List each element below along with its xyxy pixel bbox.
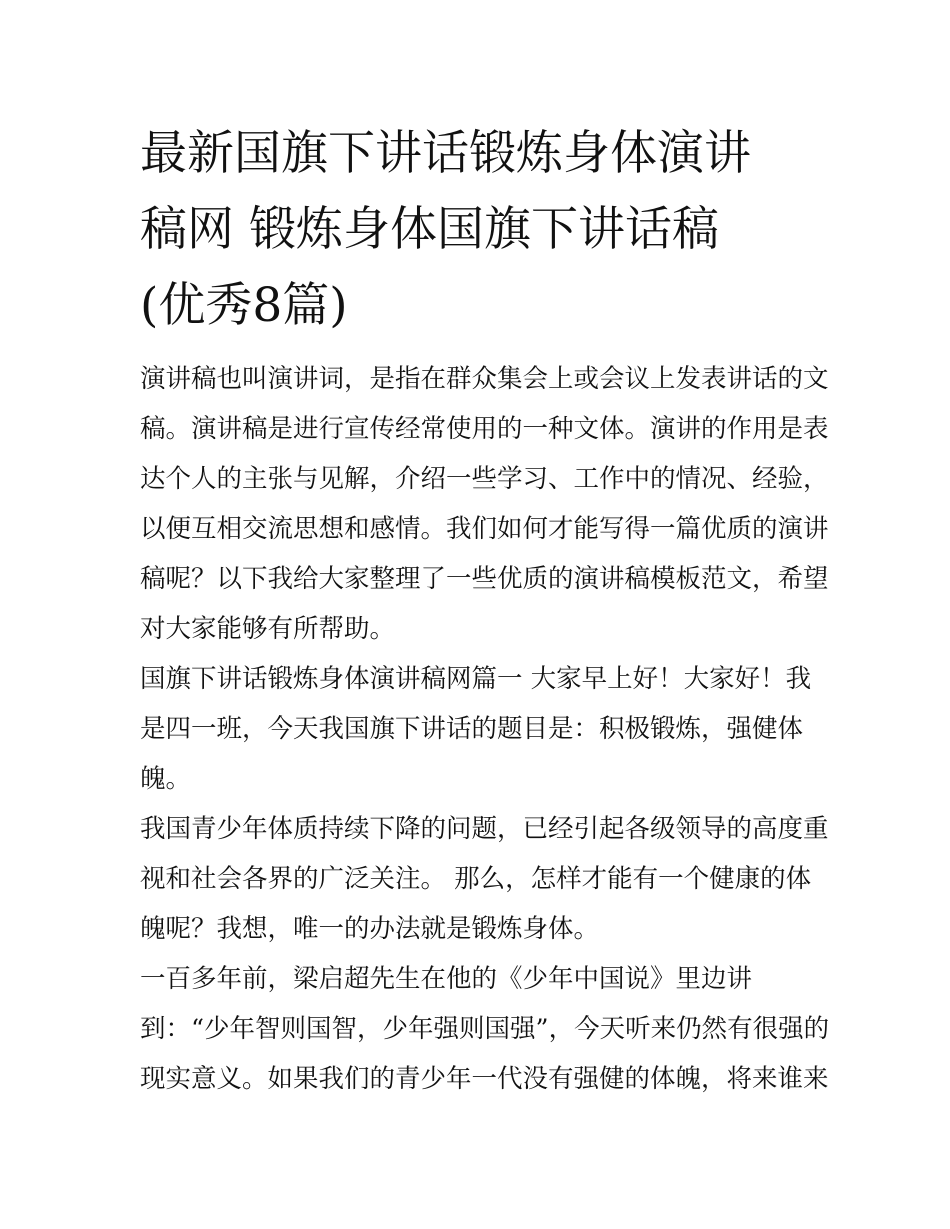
text-line: 演讲稿也叫演讲词，是指在群众集会上或会议上发表讲话的文 <box>140 364 829 394</box>
title-line: 稿网 锻炼身体国旗下讲话稿 <box>140 202 719 257</box>
document-title <box>140 116 830 344</box>
body-paragraph <box>140 804 830 954</box>
document-body <box>140 354 830 1104</box>
text-line: 到：“少年智则国智，少年强则国强”，今天听来仍然有很强的 <box>140 1014 830 1044</box>
text-line: 对大家能够有所帮助。 <box>140 614 396 644</box>
intro-paragraph <box>140 354 830 654</box>
text-line: 视和社会各界的广泛关注。 那么，怎样才能有一个健康的体 <box>140 864 812 894</box>
text-line: 稿。演讲稿是进行宣传经常使用的一种文体。演讲的作用是表 <box>140 414 829 444</box>
title-line: 最新国旗下讲话锻炼身体演讲 <box>140 126 751 181</box>
section-paragraph <box>140 654 830 804</box>
text-line: 魄呢？我想，唯一的办法就是锻炼身体。 <box>140 914 600 944</box>
text-line: 国旗下讲话锻炼身体演讲稿网篇一 大家早上好！大家好！我 <box>140 664 812 694</box>
text-line: 一百多年前，梁启超先生在他的《少年中国说》里边讲 <box>140 964 753 994</box>
text-line: 以便互相交流思想和感情。我们如何才能写得一篇优质的演讲 <box>140 514 829 544</box>
text-line: 魄。 <box>140 764 192 794</box>
text-line: 我国青少年体质持续下降的问题，已经引起各级领导的高度重 <box>140 814 829 844</box>
text-line: 稿呢？以下我给大家整理了一些优质的演讲稿模板范文，希望 <box>140 564 829 594</box>
text-line: 达个人的主张与见解，介绍一些学习、工作中的情况、经验， <box>140 464 829 494</box>
title-line: (优秀8篇) <box>140 278 348 333</box>
body-paragraph <box>140 954 830 1104</box>
text-line: 现实意义。如果我们的青少年一代没有强健的体魄，将来谁来 <box>140 1064 829 1094</box>
text-line: 是四一班，今天我国旗下讲话的题目是：积极锻炼，强健体 <box>140 714 804 744</box>
